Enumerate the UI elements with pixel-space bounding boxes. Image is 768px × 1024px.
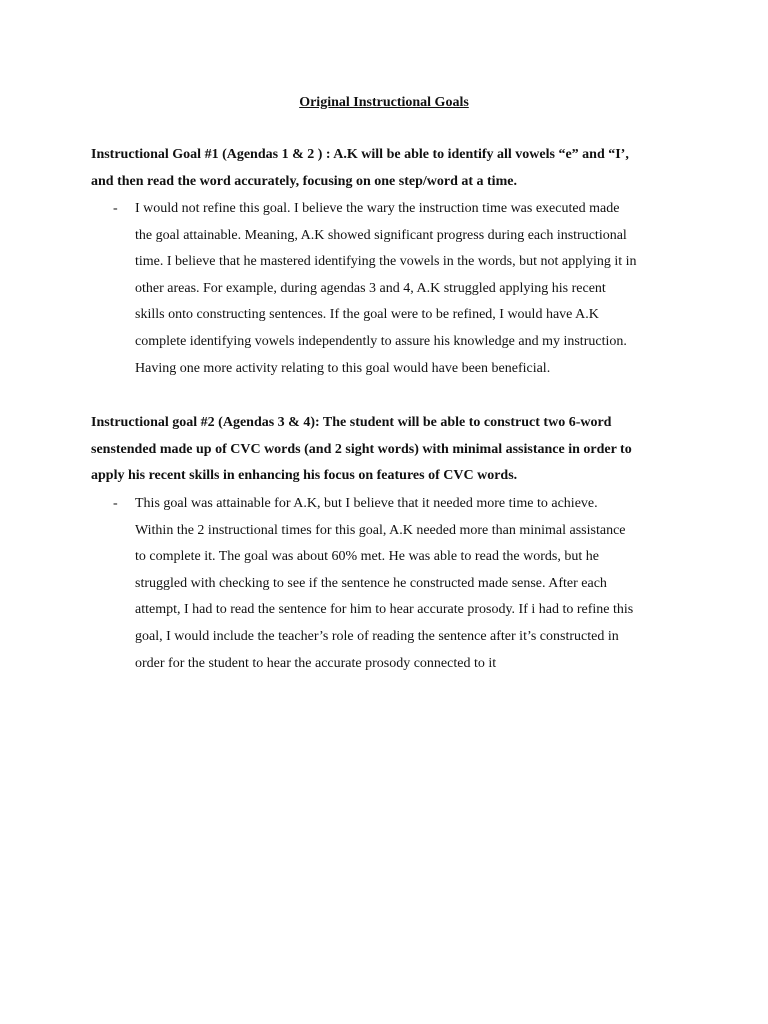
document-title: Original Instructional Goals [299,95,469,110]
goal-2-reflection-line: struggled with checking to see if the sentence he constructed made sense. After each [135,575,607,591]
goal-1-reflection-line: skills onto constructing sentences. If the goal were to be refined, I would have A.K [135,307,599,323]
goal-2-reflection-line: order for the student to hear the accurate prosody connected to it [135,655,497,671]
goal-2-heading-line: senstended made up of CVC words (and 2 sight words) with minimal assistance in order to [91,441,632,457]
goal-2-reflection-line: to complete it. The goal was about 60% met. He was able to read the words, but he [135,549,599,565]
goal-2-reflection-line: Within the 2 instructional times for this goal, A.K needed more than minimal assistance [135,522,626,538]
goal-2-reflection [135,491,695,677]
goal-2-heading-line: Instructional goal #2 (Agendas 3 & 4): The student will be able to construct two 6-word [91,415,612,430]
goal-1-reflection-line: complete identifying vowels independently to assure his knowledge and my instruction. [135,333,627,349]
goal-2-reflection-line: goal, I would include the teacher’s role of reading the sentence after it’s constructed in [135,628,619,644]
goal-1-reflection-line: Having one more activity relating to this goal would have been beneficial. [135,360,551,376]
goal-1-reflection-line: other areas. For example, during agendas 3 and 4, A.K struggled applying his recent [135,280,606,296]
goal-2-reflection-line: This goal was attainable for A.K, but I believe that it needed more time to achieve. [135,496,598,511]
goal-1-reflection-line: I would not refine this goal. I believe the wary the instruction time was executed made [135,201,620,216]
goal-1-bullet-dash: - [113,201,118,216]
goal-1-reflection-line: time. I believe that he mastered identifying the vowels in the words, but not applying it in [135,254,637,270]
goal-1-reflection [135,196,695,382]
goal-1-reflection-line: the goal attainable. Meaning, A.K showed significant progress during each instructional [135,227,627,243]
goal-1-heading [91,142,701,195]
goal-2-reflection-line: attempt, I had to read the sentence for him to hear accurate prosody. If i had to refine this [135,602,634,618]
goal-2-heading-line: apply his recent skills in enhancing his focus on features of CVC words. [91,468,518,483]
goal-1-heading-line: Instructional Goal #1 (Agendas 1 & 2 ) : A.K will be able to identify all vowels “e” and “I’, [91,147,629,162]
goal-1-heading-line: and then read the word accurately, focusing on one step/word at a time. [91,173,517,189]
goal-2-heading [91,410,701,490]
goal-2-bullet-dash: - [113,496,118,511]
